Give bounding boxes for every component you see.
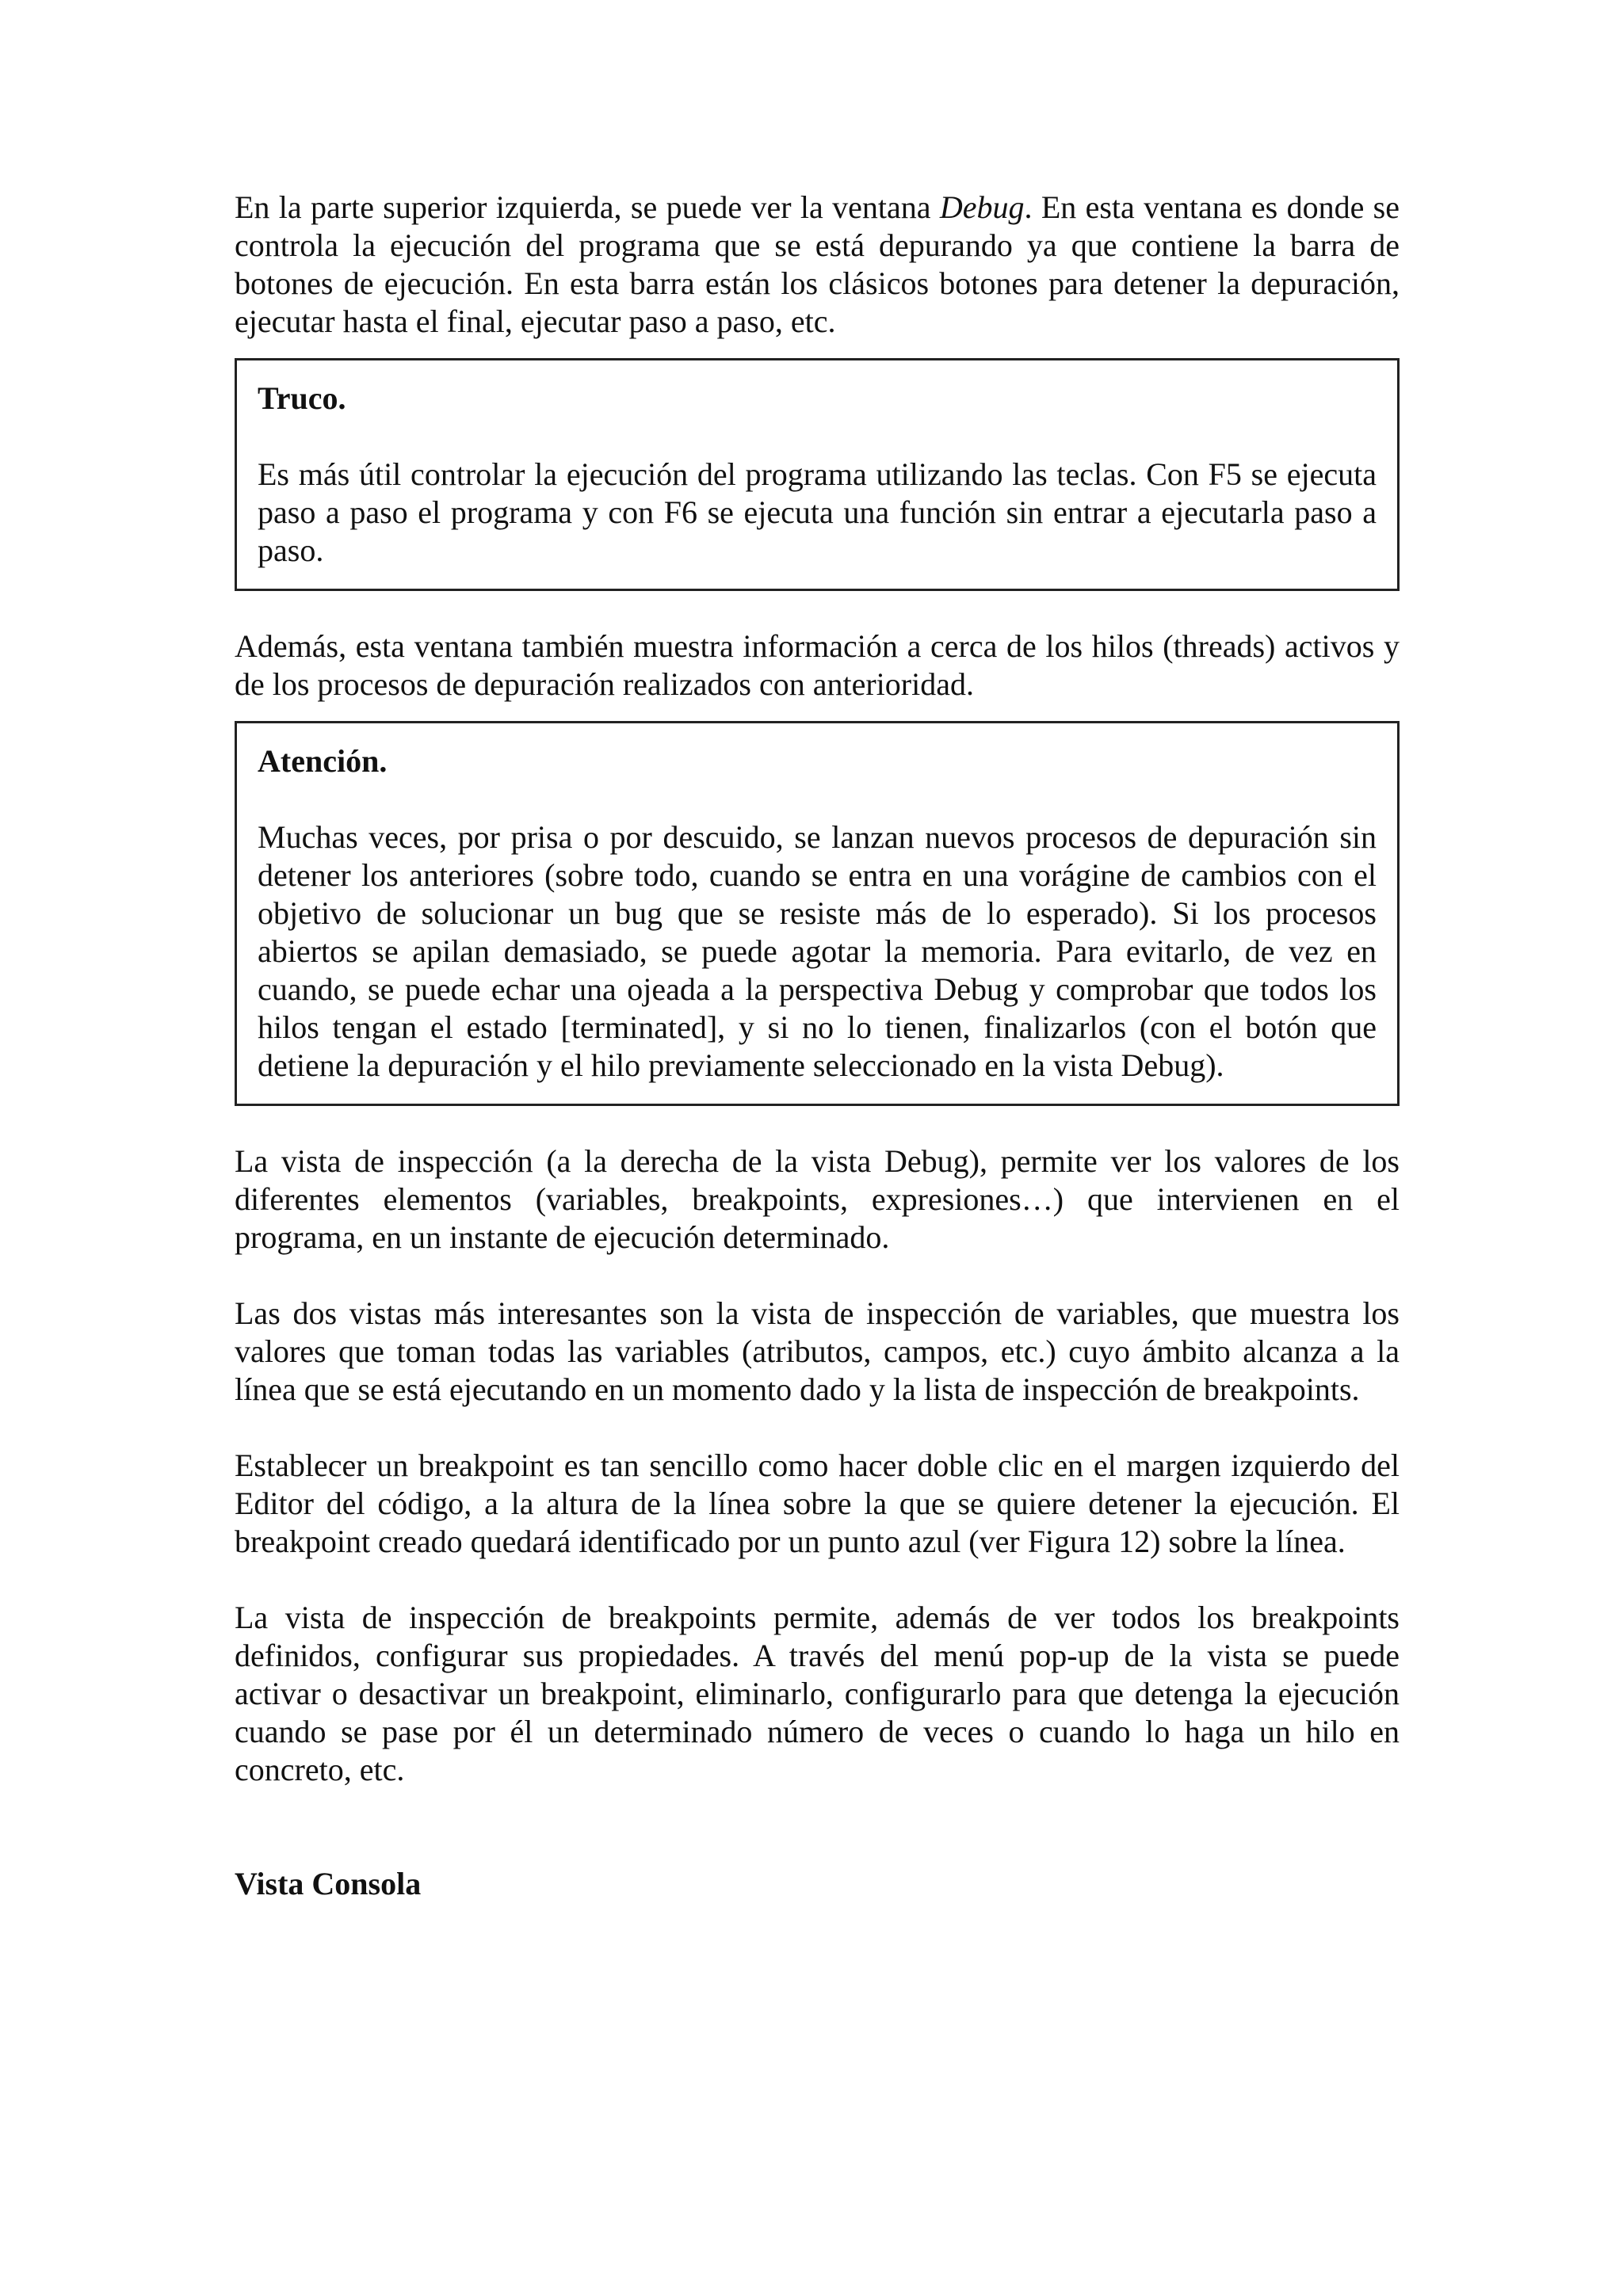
paragraph-breakpoints-view: La vista de inspección de breakpoints permite, además de ver todos los breakpoints definidos, configurar sus propiedades. A través del menú pop-up de la vista se puede activar o desactivar un breakpoint, eliminarlo, configurarlo para que detenga la ejecución cuando se pase por él un determinado número de veces o cuando lo haga un hilo en concreto, etc. [235, 1600, 1400, 1787]
paragraph-variables-view: Las dos vistas más interesantes son la vista de inspección de variables, que muestra los valores que toman todas las variables (atributos, campos, etc.) cuyo ámbito alcanza a la línea que se está ejecutando en un momento dado y la lista de inspección de breakpoints. [235, 1295, 1400, 1407]
tip-box-title: Truco. [258, 380, 346, 416]
paragraph-debug-window-part2: . En esta ventana es donde se controla la ejecución del programa que se está depurando ya que contiene la barra de botones de ejecución. En esta barra están los clásicos botones para detener la depuración, ejecutar hasta el final, ejecutar paso a paso, etc. [235, 189, 1400, 339]
section-heading: Vista Consola [235, 1866, 422, 1901]
document-page [235, 189, 1400, 1903]
debug-term: Debug [939, 189, 1025, 225]
paragraph-threads: Además, esta ventana también muestra información a cerca de los hilos (threads) activos y de los procesos de depuración realizados con anterioridad. [235, 628, 1400, 702]
warning-box-text: Muchas veces, por prisa o por descuido, se lanzan nuevos procesos de depuración sin detener los anteriores (sobre todo, cuando se entra en una vorágine de cambios con el objetivo de solucionar un bug que se resiste más de lo esperado). Si los procesos abiertos se apilan demasiado, se puede agotar la memoria. Para evitarlo, de vez en cuando, se puede echar una ojeada a la perspectiva Debug y comprobar que todos los hilos tengan el estado [terminated], y si no lo tienen, finalizarlos (con el botón que detiene la depuración y el hilo previamente seleccionado en la vista Debug). [258, 819, 1377, 1083]
paragraph-debug-window [235, 189, 1400, 341]
warning-box-title: Atención. [258, 743, 388, 779]
tip-box [235, 358, 1400, 591]
tip-box-text: Es más útil controlar la ejecución del programa utilizando las teclas. Con F5 se ejecuta paso a paso el programa y con F6 se ejecuta una función sin entrar a ejecutarla paso a paso. [258, 456, 1377, 568]
paragraph-debug-window-part1: En la parte superior izquierda, se puede ver la ventana [235, 189, 940, 225]
paragraph-breakpoint-setup: Establecer un breakpoint es tan sencillo como hacer doble clic en el margen izquierdo del Editor del código, a la altura de la línea sobre la que se quiere detener la ejecución. El breakpoint creado quedará identificado por un punto azul (ver Figura 12) sobre la línea. [235, 1447, 1400, 1559]
paragraph-inspection-view: La vista de inspección (a la derecha de la vista Debug), permite ver los valores de los diferentes elementos (variables, breakpoints, expresiones…) que intervienen en el programa, en un instante de ejecución determinado. [235, 1143, 1400, 1255]
warning-box [235, 721, 1400, 1106]
